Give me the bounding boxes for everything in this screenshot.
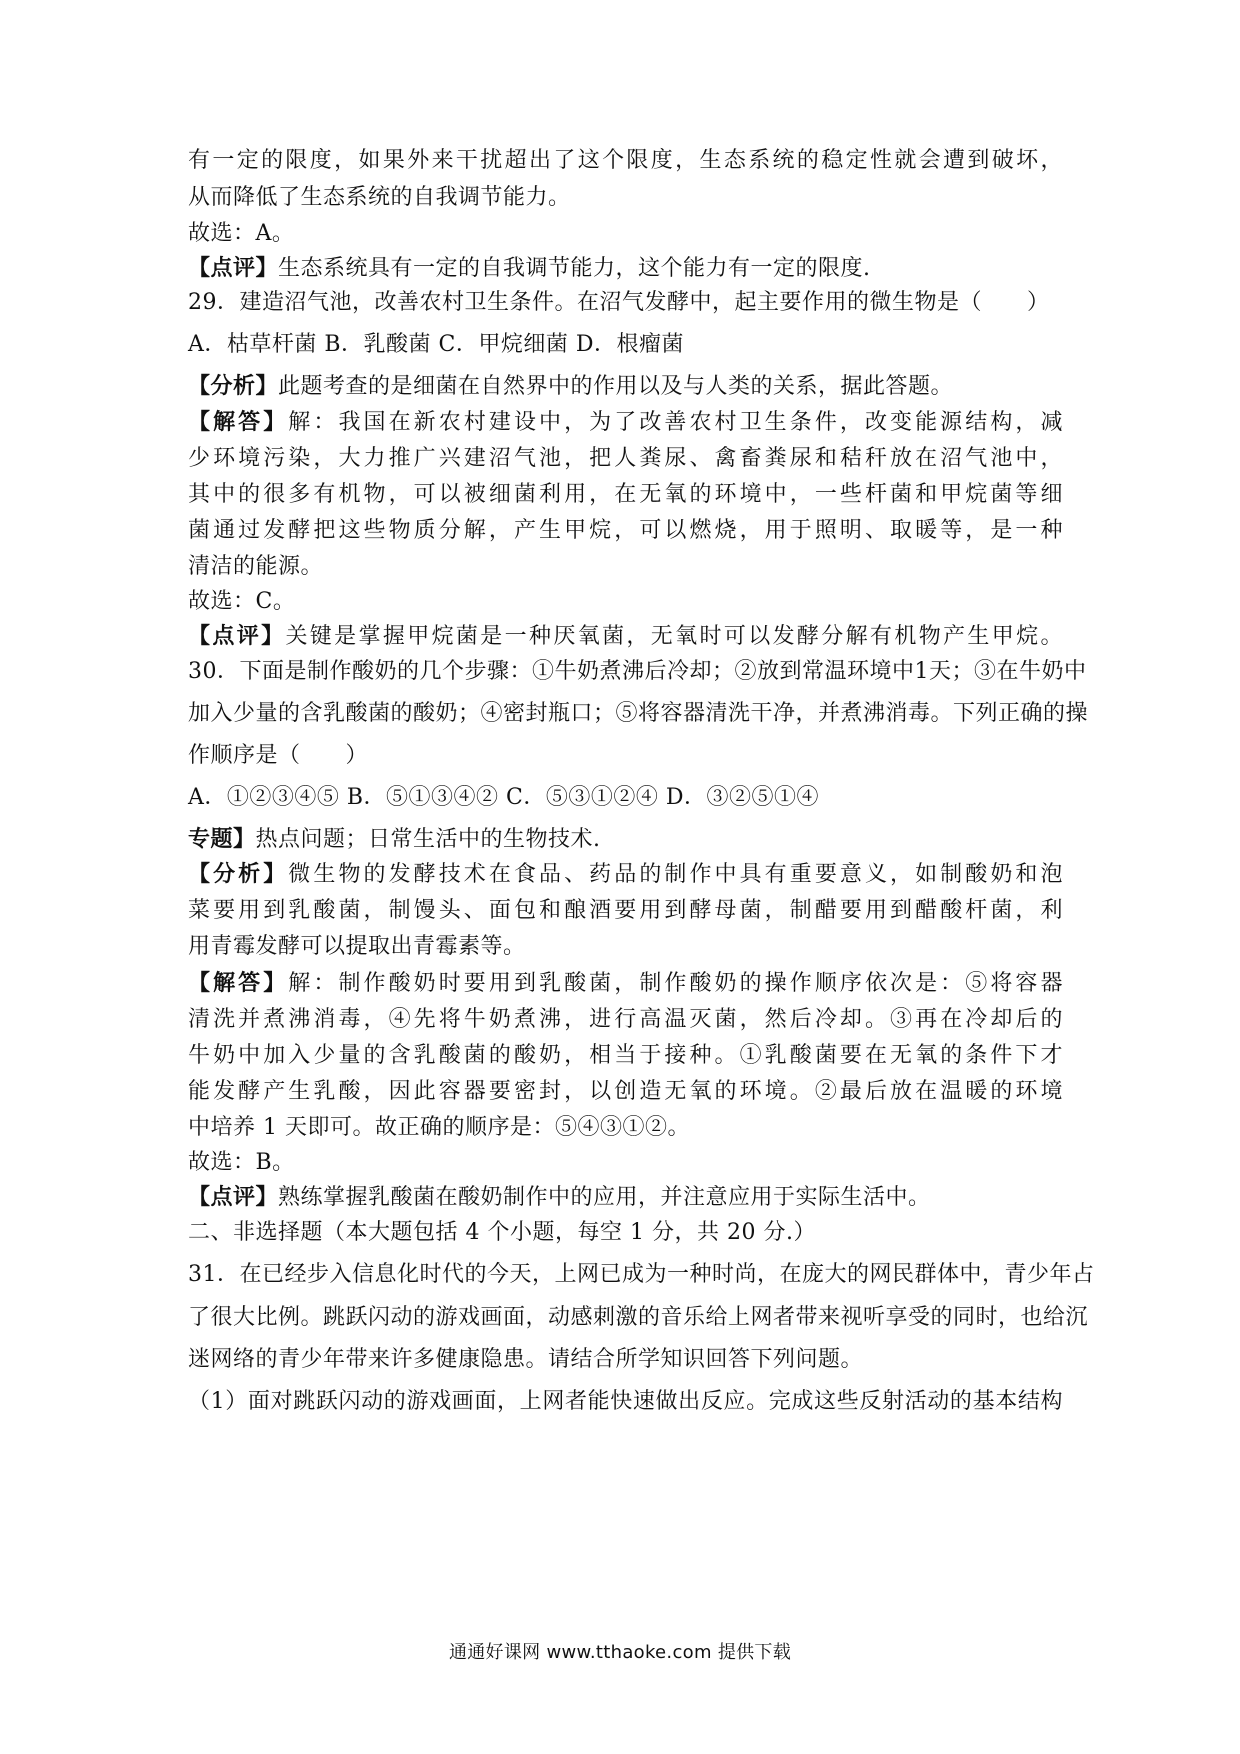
line-text: 30．下面是制作酸奶的几个步骤：①牛奶煮沸后冷却；②放到常温环境中1天；③在牛奶中	[188, 659, 1087, 684]
line-text: 故选：A。	[188, 221, 295, 246]
line-text: A．①②③④⑤ B．⑤①③④② C．⑤③①②④ D．③②⑤①④	[188, 785, 820, 810]
text-line	[188, 1004, 1063, 1035]
text-line	[188, 1112, 690, 1143]
question-30	[188, 656, 1087, 687]
solution-tag: 【解答】	[188, 970, 289, 996]
line-text: 清洁的能源。	[188, 554, 324, 579]
comment-line	[188, 253, 871, 284]
line-text: 迷网络的青少年带来许多健康隐患。请结合所学知识回答下列问题。	[188, 1347, 864, 1372]
analysis-tag: 【分析】	[188, 861, 289, 887]
comment-tag: 【点评】	[188, 1184, 279, 1210]
line-text: 此题考查的是细菌在自然界中的作用以及与人类的关系，据此答题。	[278, 374, 954, 399]
answer-line	[188, 586, 295, 617]
line-text: 能发酵产生乳酸，因此容器要密封，以创造无氧的环境。②最后放在温暖的环境	[188, 1079, 1063, 1104]
line-text: 其中的很多有机物，可以被细菌利用，在无氧的环境中，一些杆菌和甲烷菌等细	[188, 482, 1063, 507]
text-line	[188, 515, 1063, 546]
line-text: （1）面对跳跃闪动的游戏画面，上网者能快速做出反应。完成这些反射活动的基本结构	[188, 1389, 1063, 1414]
line-text: 菌通过发酵把这些物质分解，产生甲烷，可以燃烧，用于照明、取暖等，是一种	[188, 518, 1063, 543]
page-footer: 通通好课网 www.tthaoke.com 提供下载	[448, 1642, 792, 1663]
text-line	[188, 1302, 1089, 1333]
analysis-line	[188, 859, 1063, 890]
answer-line	[188, 1147, 295, 1178]
topic-line	[188, 824, 601, 855]
line-text: 了很大比例。跳跃闪动的游戏画面，动感刺激的音乐给上网者带来视听享受的同时，也给沉	[188, 1305, 1089, 1330]
line-text: 少环境污染，大力推广兴建沼气池，把人粪尿、禽畜粪尿和秸秆放在沼气池中，	[188, 446, 1063, 471]
text-line	[188, 740, 368, 771]
line-text: 生态系统具有一定的自我调节能力，这个能力有一定的限度.	[278, 256, 871, 281]
text-line	[188, 182, 571, 213]
line-text: 29．建造沼气池，改善农村卫生条件。在沼气发酵中，起主要作用的微生物是（ ）	[188, 290, 1050, 315]
analysis-line	[188, 371, 953, 402]
text-line	[188, 479, 1063, 510]
line-text: 中培养 1 天即可。故正确的顺序是：⑤④③①②。	[188, 1115, 690, 1140]
line-text: 解：制作酸奶时要用到乳酸菌，制作酸奶的操作顺序依次是：⑤将容器	[288, 971, 1063, 996]
line-text: 微生物的发酵技术在食品、药品的制作中具有重要意义，如制酸奶和泡	[288, 862, 1063, 887]
text-line	[188, 931, 526, 962]
question-31-part-1	[188, 1386, 1063, 1417]
text-line	[188, 895, 1063, 926]
line-text: 从而降低了生态系统的自我调节能力。	[188, 185, 571, 210]
text-line	[188, 1040, 1063, 1071]
line-text: 菜要用到乳酸菌，制馒头、面包和酿酒要用到酵母菌，制醋要用到醋酸杆菌，利	[188, 898, 1063, 923]
comment-tag: 【点评】	[188, 255, 279, 281]
text-line	[188, 1076, 1063, 1107]
answer-line	[188, 218, 294, 249]
line-text: 热点问题；日常生活中的生物技术.	[255, 827, 601, 852]
line-text: 有一定的限度，如果外来干扰超出了这个限度，生态系统的稳定性就会遭到破坏，	[188, 148, 1063, 173]
analysis-tag: 【分析】	[188, 373, 279, 399]
line-text: 作顺序是（ ）	[188, 743, 369, 768]
text-line	[188, 443, 1063, 474]
text-line	[188, 1344, 863, 1375]
line-text: 故选：C。	[188, 589, 296, 614]
line-text: 清洗并煮沸消毒，④先将牛奶煮沸，进行高温灭菌，然后冷却。③再在冷却后的	[188, 1007, 1063, 1032]
section-heading	[188, 1217, 816, 1248]
line-text: 解：我国在新农村建设中，为了改善农村卫生条件，改变能源结构，减	[288, 410, 1063, 435]
line-text: 故选：B。	[188, 1150, 295, 1175]
question-30-options	[188, 782, 819, 813]
comment-line	[188, 621, 1063, 652]
question-29	[188, 287, 1050, 318]
line-text: 加入少量的含乳酸菌的酸奶；④密封瓶口；⑤将容器清洗干净，并煮沸消毒。下列正确的操	[188, 701, 1089, 726]
line-text: 牛奶中加入少量的含乳酸菌的酸奶，相当于接种。①乳酸菌要在无氧的条件下才	[188, 1043, 1063, 1068]
topic-tag: 专题】	[188, 826, 256, 852]
line-text: 熟练掌握乳酸菌在酸奶制作中的应用，并注意应用于实际生活中。	[278, 1185, 931, 1210]
solution-tag: 【解答】	[188, 409, 289, 435]
line-text: 用青霉发酵可以提取出青霉素等。	[188, 934, 526, 959]
line-text: A．枯草杆菌 B．乳酸菌 C．甲烷细菌 D．根瘤菌	[188, 332, 685, 357]
question-29-options	[188, 329, 684, 360]
comment-tag: 【点评】	[188, 623, 286, 649]
question-31	[188, 1259, 1095, 1290]
text-line	[188, 551, 323, 582]
solution-line	[188, 968, 1063, 999]
line-text: 二、非选择题（本大题包括 4 个小题，每空 1 分，共 20 分.）	[188, 1220, 816, 1245]
text-line	[188, 145, 1063, 176]
text-line	[188, 698, 1089, 729]
line-text: 关键是掌握甲烷菌是一种厌氧菌，无氧时可以发酵分解有机物产生甲烷。	[285, 624, 1063, 649]
comment-line	[188, 1182, 931, 1213]
solution-line	[188, 407, 1063, 438]
line-text: 31．在已经步入信息化时代的今天，上网已成为一种时尚，在庞大的网民群体中，青少年占	[188, 1262, 1095, 1287]
